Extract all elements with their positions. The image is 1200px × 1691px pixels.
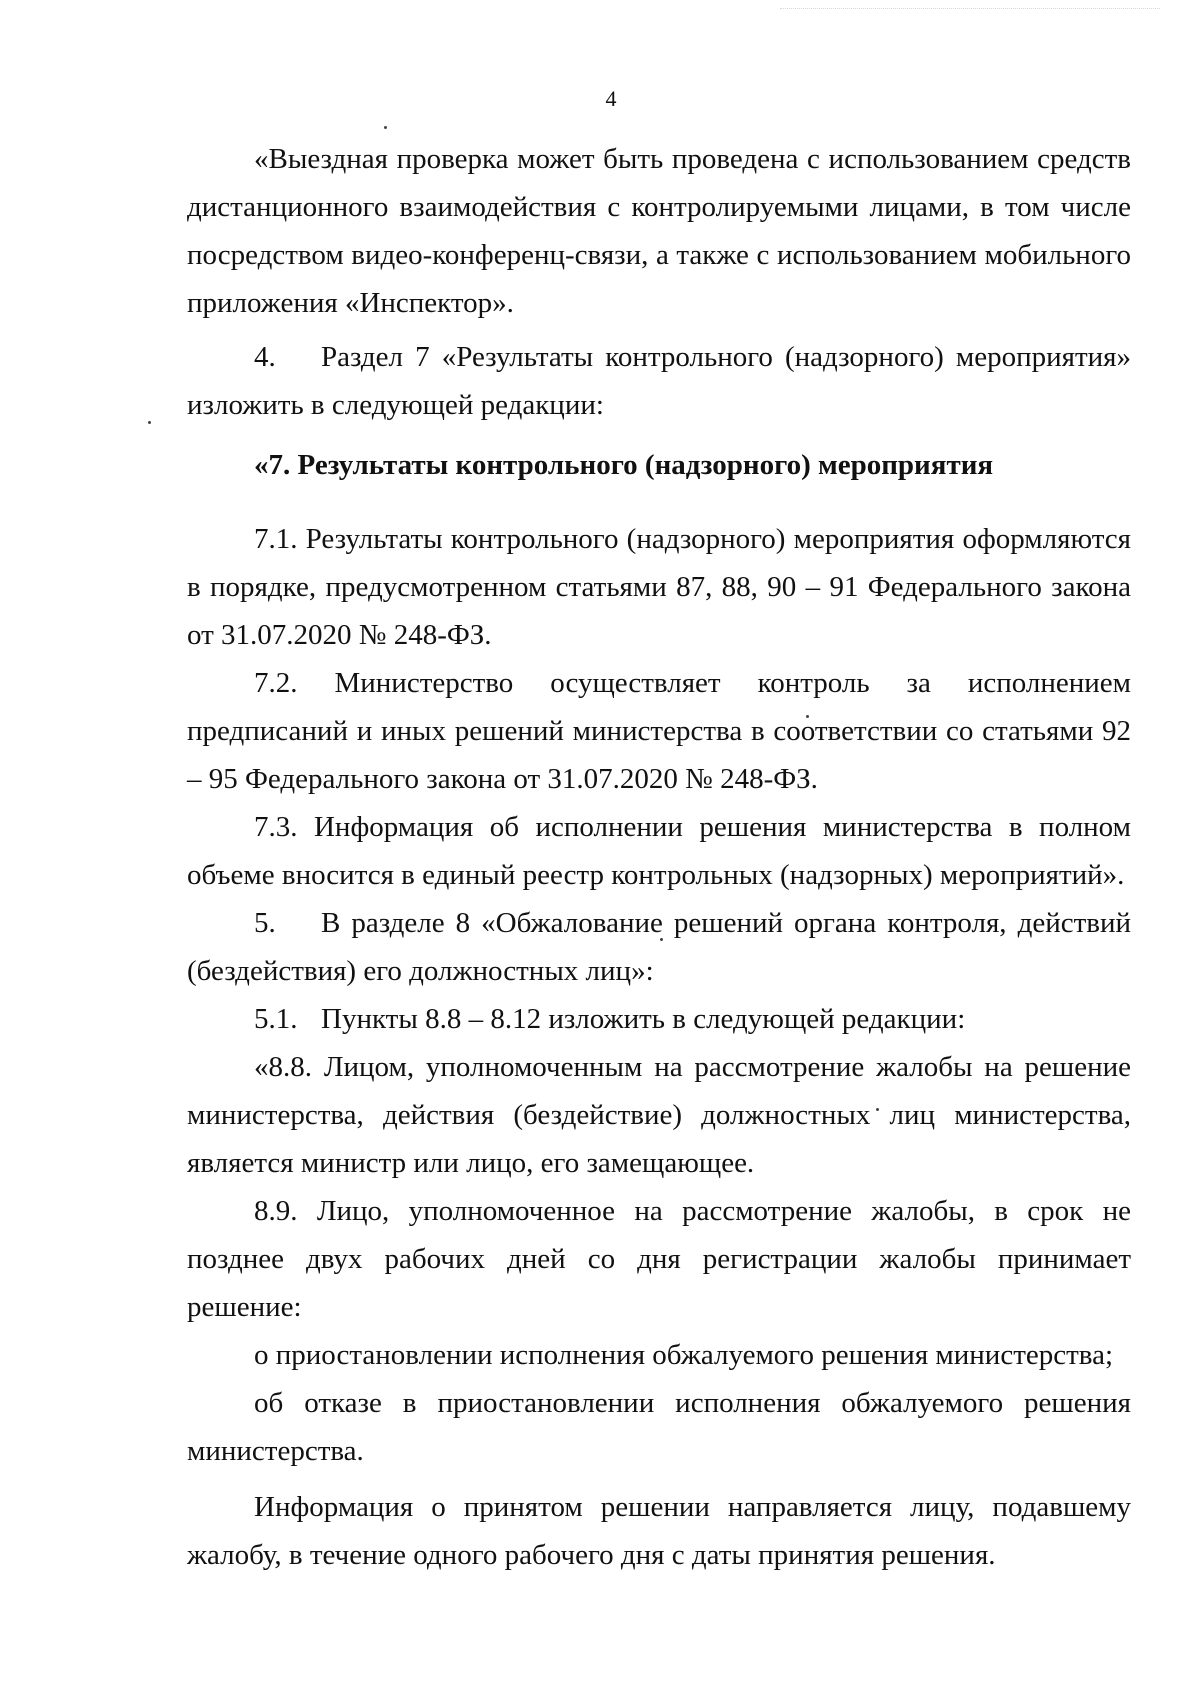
paragraph: о приостановлении исполнения обжалуемого решения министерства; — [254, 1339, 1114, 1371]
page-number: 4 — [605, 86, 617, 111]
paragraph: Информация о принятом решении направляется лицу, подавшему жалобу, в течение одного рабочего дня с даты принятия решения. — [187, 1491, 1131, 1571]
paragraph: Раздел 7 «Результаты контрольного (надзорного) мероприятия» изложить в следующей редакции: — [187, 341, 1131, 421]
paragraph: 7.3. Информация об исполнении решения министерства в полном объеме вносится в единый реестр контрольных (надзорных) мероприятий». — [187, 811, 1131, 891]
scan-speck — [148, 421, 151, 424]
paragraph: «8.8. Лицом, уполномоченным на рассмотрение жалобы на решение министерства, действия (бездействие) должностных лиц министерства, является министр или лицо, его замещающее. — [187, 1051, 1131, 1179]
paragraph: Пункты 8.8 – 8.12 изложить в следующей редакции: — [321, 1003, 966, 1035]
document-body — [187, 135, 1131, 1579]
list-item — [187, 333, 1131, 429]
item-number: 5.1. — [254, 1003, 298, 1035]
paragraph: об отказе в приостановлении исполнения обжалуемого решения министерства. — [187, 1387, 1131, 1467]
item-number: 5. — [254, 907, 276, 939]
paragraph: 7.2. Министерство осуществляет контроль за исполнением предписаний и иных решений министерства в соответствии со статьями 92 – 95 Федерального закона от 31.07.2020 № 248-ФЗ. — [187, 667, 1131, 795]
list-item — [187, 995, 1131, 1043]
scan-artifact — [780, 8, 1160, 15]
paragraph: «Выездная проверка может быть проведена с использованием средств дистанционного взаимодействия с контролируемыми лицами, в том числе посредством видео-конференц-связи, а также с использованием мобильного приложения «Инспектор». — [187, 143, 1131, 319]
section-heading: «7. Результаты контрольного (надзорного) мероприятия — [254, 449, 994, 481]
scan-speck — [384, 126, 387, 129]
paragraph: 8.9. Лицо, уполномоченное на рассмотрение жалобы, в срок не позднее двух рабочих дней со дня регистрации жалобы принимает решение: — [187, 1195, 1131, 1323]
list-item — [187, 899, 1131, 995]
paragraph: В разделе 8 «Обжалование решений органа контроля, действий (бездействия) его должностных лиц»: — [187, 907, 1131, 987]
item-number: 4. — [254, 341, 276, 373]
paragraph: 7.1. Результаты контрольного (надзорного) мероприятия оформляются в порядке, предусмотренном статьями 87, 88, 90 – 91 Федерального закона от 31.07.2020 № 248-ФЗ. — [187, 523, 1131, 651]
